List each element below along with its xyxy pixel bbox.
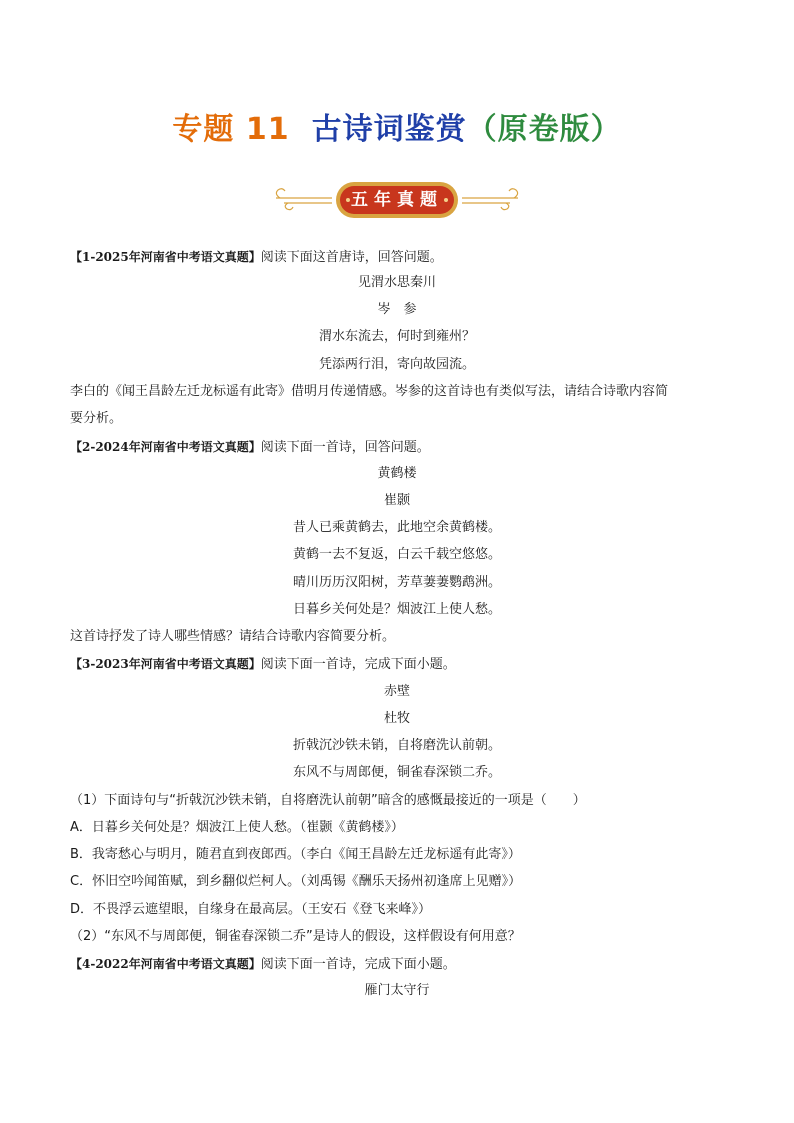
q2-poem-line: 昔人已乘黄鹤去，此地空余黄鹤楼。 bbox=[292, 520, 501, 535]
q3-option-b: B．我寄愁心与明月，随君直到夜郎西。（李白《闻王昌龄左迁龙标遥有此寄》） bbox=[70, 847, 521, 862]
q3-option-c: C．怀旧空吟闻笛赋，到乡翻似烂柯人。（刘禹锡《酬乐天扬州初逢席上见赠》） bbox=[70, 874, 522, 889]
q2-poem-line: 黄鹤一去不复返，白云千载空悠悠。 bbox=[292, 547, 501, 562]
q3-option-d: D．不畏浮云遮望眼，自缘身在最高层。（王安石《登飞来峰》） bbox=[70, 902, 432, 917]
q3-tag: 【3-2023年河南省中考语文真题】 bbox=[70, 657, 261, 671]
q4-heading bbox=[70, 955, 456, 974]
banner-right-ornament bbox=[462, 189, 518, 210]
q1-question: 李白的《闻王昌龄左迁龙标遥有此寄》借明月传递情感。岑参的这首诗也有类似写法，请结合诗歌内容简 bbox=[70, 384, 669, 399]
q3-option-a: A．日暮乡关何处是？烟波江上使人愁。（崔颢《黄鹤楼》） bbox=[70, 820, 404, 835]
q4-tag: 【4-2022年河南省中考语文真题】 bbox=[70, 957, 261, 971]
q1-poem-line: 凭添两行泪，寄向故园流。 bbox=[318, 357, 475, 372]
q3-heading bbox=[70, 655, 456, 674]
q2-question: 这首诗抒发了诗人哪些情感？请结合诗歌内容简要分析。 bbox=[70, 629, 396, 644]
q3-poem-title: 赤壁 bbox=[383, 684, 410, 699]
title-edition: （原卷版） bbox=[466, 112, 622, 147]
q2-tag: 【2-2024年河南省中考语文真题】 bbox=[70, 440, 261, 454]
q3-poem-line: 东风不与周郎便，铜雀春深锁二乔。 bbox=[292, 765, 501, 780]
q1-intro: 阅读下面这首唐诗，回答问题。 bbox=[260, 250, 443, 265]
q1-author: 岑 参 bbox=[377, 302, 417, 317]
q2-poem-line: 晴川历历汉阳树，芳草萋萋鹦鹉洲。 bbox=[292, 575, 501, 590]
q3-intro: 阅读下面一首诗，完成下面小题。 bbox=[260, 657, 456, 672]
title-subject: 古诗词鉴赏 bbox=[311, 112, 467, 147]
q3-subquestion-1: （1）下面诗句与“折戟沉沙铁未销，自将磨洗认前朝”暗含的感慨最接近的一项是（ ） bbox=[70, 793, 586, 808]
q3-author: 杜牧 bbox=[383, 711, 410, 726]
q1-heading bbox=[70, 248, 443, 267]
q1-poem-title: 见渭水思秦川 bbox=[357, 275, 436, 290]
q2-heading bbox=[70, 438, 430, 457]
q1-question-cont: 要分析。 bbox=[70, 411, 123, 426]
q4-intro: 阅读下面一首诗，完成下面小题。 bbox=[260, 957, 456, 972]
q2-author: 崔颢 bbox=[383, 493, 410, 508]
q3-subquestion-2: （2）“东风不与周郎便，铜雀春深锁二乔”是诗人的假设，这样假设有何用意？ bbox=[70, 929, 521, 944]
q1-poem-line: 渭水东流去，何时到雍州？ bbox=[318, 329, 475, 344]
page-title bbox=[0, 104, 794, 148]
title-topic-number: 专题 11 bbox=[172, 112, 290, 147]
q1-tag: 【1-2025年河南省中考语文真题】 bbox=[70, 250, 261, 264]
q3-poem-line: 折戟沉沙铁未销，自将磨洗认前朝。 bbox=[292, 738, 501, 753]
banner-label: 五年真题 bbox=[351, 190, 443, 210]
q2-poem-title: 黄鹤楼 bbox=[377, 466, 417, 481]
banner-left-ornament bbox=[276, 189, 332, 210]
q2-poem-line: 日暮乡关何处是？烟波江上使人愁。 bbox=[292, 602, 501, 617]
q4-poem-title: 雁门太守行 bbox=[364, 983, 430, 998]
q2-intro: 阅读下面一首诗，回答问题。 bbox=[260, 440, 430, 455]
